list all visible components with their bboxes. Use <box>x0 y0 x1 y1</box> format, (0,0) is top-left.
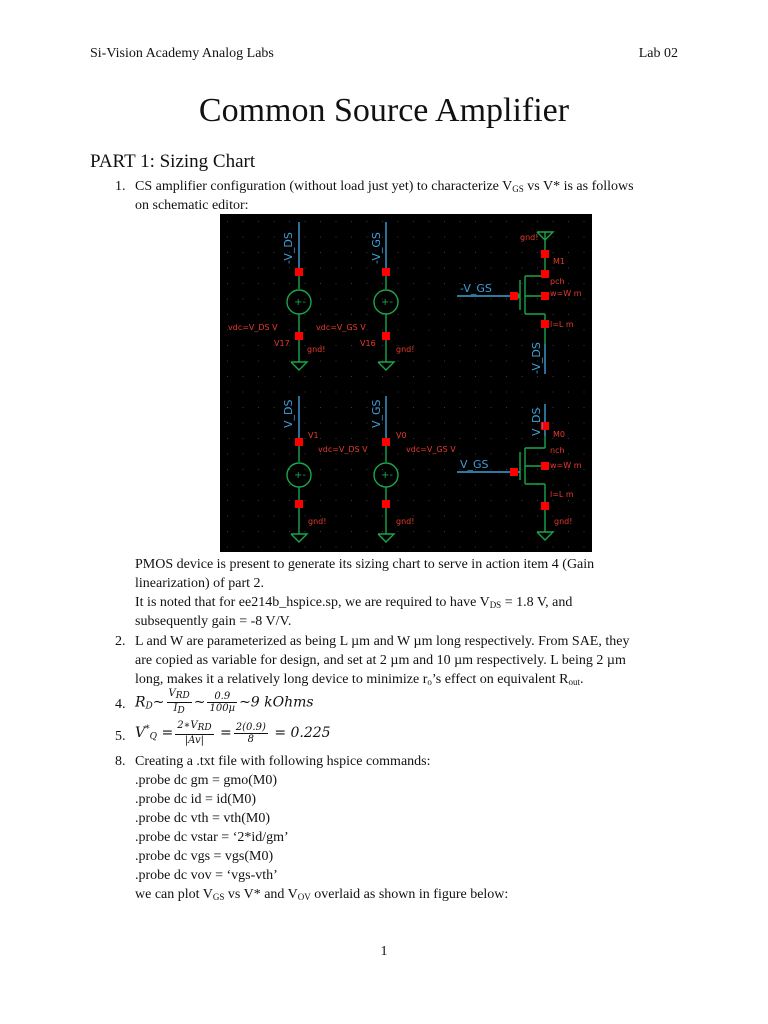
pmos-para-line-2: linearization) of part 2. <box>135 576 265 591</box>
label-l-bot: l=L m <box>550 490 574 499</box>
page-title: Common Source Amplifier <box>198 92 570 129</box>
label-v-gs-bot: V_GS <box>370 399 383 428</box>
label-v17: V17 <box>274 339 290 348</box>
math-symbol: R <box>135 694 146 711</box>
text: ’s effect on equivalent R <box>431 672 569 687</box>
page-number: 1 <box>380 944 388 959</box>
subscript: Q <box>149 732 158 742</box>
text: V <box>168 688 176 699</box>
hspice-command: .probe dc vth = vth(M0) <box>135 811 271 826</box>
hspice-command: .probe dc gm = gmo(M0) <box>135 773 278 788</box>
header-left: Si-Vision Academy Analog Labs <box>90 46 274 61</box>
denominator: 100µ <box>209 703 236 714</box>
header-right: Lab 02 <box>638 46 678 61</box>
subscript: OV <box>297 892 311 902</box>
subscript: GS <box>512 184 524 194</box>
denominator: |Av| <box>184 735 204 746</box>
label-v1: V1 <box>308 431 319 440</box>
item-1-number: 1. <box>115 179 126 194</box>
text: we can plot V <box>135 887 213 902</box>
numerator <box>167 688 192 703</box>
subscript: RD <box>197 723 212 733</box>
math-operator: = <box>161 725 174 741</box>
text: . <box>579 672 584 687</box>
label-v-ds-pmos: -V_DS <box>530 342 543 374</box>
numerator: 2(0.9) <box>235 721 266 733</box>
subscript: D <box>177 706 185 716</box>
text: It is noted that for ee214b_hspice.sp, we are required to have V <box>135 595 490 610</box>
subscript: D <box>145 701 153 712</box>
subscript: o <box>427 677 432 687</box>
label-nch: nch <box>550 446 565 455</box>
numerator <box>175 720 213 735</box>
fraction <box>207 691 237 714</box>
label-v16: V16 <box>360 339 376 348</box>
subscript: GS <box>212 892 225 902</box>
label-v-ds-bot: V_DS <box>282 399 295 428</box>
item-2-line-1: L and W are parameterized as being L µm and W µm long respectively. From SAE, they <box>135 634 630 649</box>
text: vs V* and V <box>224 887 298 902</box>
hspice-command: .probe dc id = id(M0) <box>135 792 257 807</box>
label-v-ds-nmos: V_DS <box>530 407 543 436</box>
label-gnd-v1: gnd! <box>308 517 327 526</box>
fraction <box>234 722 268 745</box>
math-operator: = <box>220 725 232 741</box>
label-v-ds-top: -V_DS <box>282 232 295 264</box>
item-4-equation <box>135 688 683 717</box>
label-pch: pch <box>550 277 565 286</box>
label-m1: M1 <box>553 257 565 266</box>
pmos-para-line-4: subsequently gain = -8 V/V. <box>135 614 292 629</box>
svg-text:+-: +- <box>381 297 393 308</box>
hspice-command: .probe dc vstar = ‘2*id/gm’ <box>135 830 289 845</box>
item-8-intro: Creating a .txt file with following hspice commands: <box>135 754 431 769</box>
item-2-line-2: are copied as variable for design, and set at 2 µm and 10 µm respectively. L being 2 µm <box>135 653 626 668</box>
text: I <box>173 703 178 714</box>
item-2-number: 2. <box>115 634 126 649</box>
fraction <box>175 720 213 746</box>
svg-text:+-: +- <box>294 297 306 308</box>
text: = 1.8 V, and <box>501 595 573 610</box>
math-operator: ~ <box>193 694 206 711</box>
math-result: = 0.225 <box>274 725 331 741</box>
label-vdc-gs-bot: vdc=V_GS V <box>406 445 456 454</box>
label-gnd-v17: gnd! <box>307 345 326 354</box>
label-vdc-ds-top: vdc=V_DS V <box>228 323 278 332</box>
item-5-equation <box>135 720 683 747</box>
text: 2∗V <box>177 720 198 731</box>
label-l-top: l=L m <box>550 320 574 329</box>
label-w-top: w=W m <box>550 289 582 298</box>
label-v-gs-top: -V_GS <box>370 232 383 264</box>
math-symbol: V <box>135 725 146 741</box>
label-m0: M0 <box>553 430 565 439</box>
numerator: 0.9 <box>207 691 237 703</box>
part-heading: PART 1: Sizing Chart <box>90 151 256 172</box>
superscript: * <box>145 724 150 735</box>
item-8-number: 8. <box>115 754 126 769</box>
label-v-gs-pmos: -V_GS <box>460 282 492 295</box>
svg-text:+-: +- <box>381 470 393 481</box>
subscript: out <box>568 677 580 687</box>
item-1-line-2: on schematic editor: <box>135 198 249 213</box>
label-gnd-v16: gnd! <box>396 345 415 354</box>
text: vs V* is as follows <box>523 179 634 194</box>
label-gnd-top: gnd! <box>520 233 539 242</box>
subscript: RD <box>175 691 190 701</box>
schematic-grid <box>220 214 592 552</box>
hspice-command: .probe dc vov = ‘vgs-vth’ <box>135 868 278 883</box>
math-result: ~9 kOhms <box>239 694 314 711</box>
math-operator: ~ <box>152 694 165 711</box>
denominator <box>167 703 192 717</box>
fraction <box>167 688 192 717</box>
item-8-outro <box>135 885 683 907</box>
pmos-para-line-1: PMOS device is present to generate its sizing chart to serve in action item 4 (Gain <box>135 557 595 572</box>
label-gnd-v0: gnd! <box>396 517 415 526</box>
label-v-gs-nmos: V_GS <box>460 458 489 471</box>
label-vdc-gs-top: vdc=V_GS V <box>316 323 366 332</box>
svg-text:+-: +- <box>294 470 306 481</box>
item-5-number: 5. <box>115 729 126 744</box>
item-4-number: 4. <box>115 697 126 712</box>
denominator: 8 <box>247 733 254 745</box>
schematic-figure <box>220 214 592 552</box>
label-vdc-ds-bot: vdc=V_DS V <box>318 445 368 454</box>
text: long, makes it a relatively long device to minimize r <box>135 672 428 687</box>
label-w-bot: w=W m <box>550 461 582 470</box>
hspice-command: .probe dc vgs = vgs(M0) <box>135 849 274 864</box>
label-v0: V0 <box>396 431 407 440</box>
text: CS amplifier configuration (without load just yet) to characterize V <box>135 179 513 194</box>
text: overlaid as shown in figure below: <box>310 887 509 902</box>
label-gnd-nmos: gnd! <box>554 517 573 526</box>
subscript: DS <box>489 600 502 610</box>
